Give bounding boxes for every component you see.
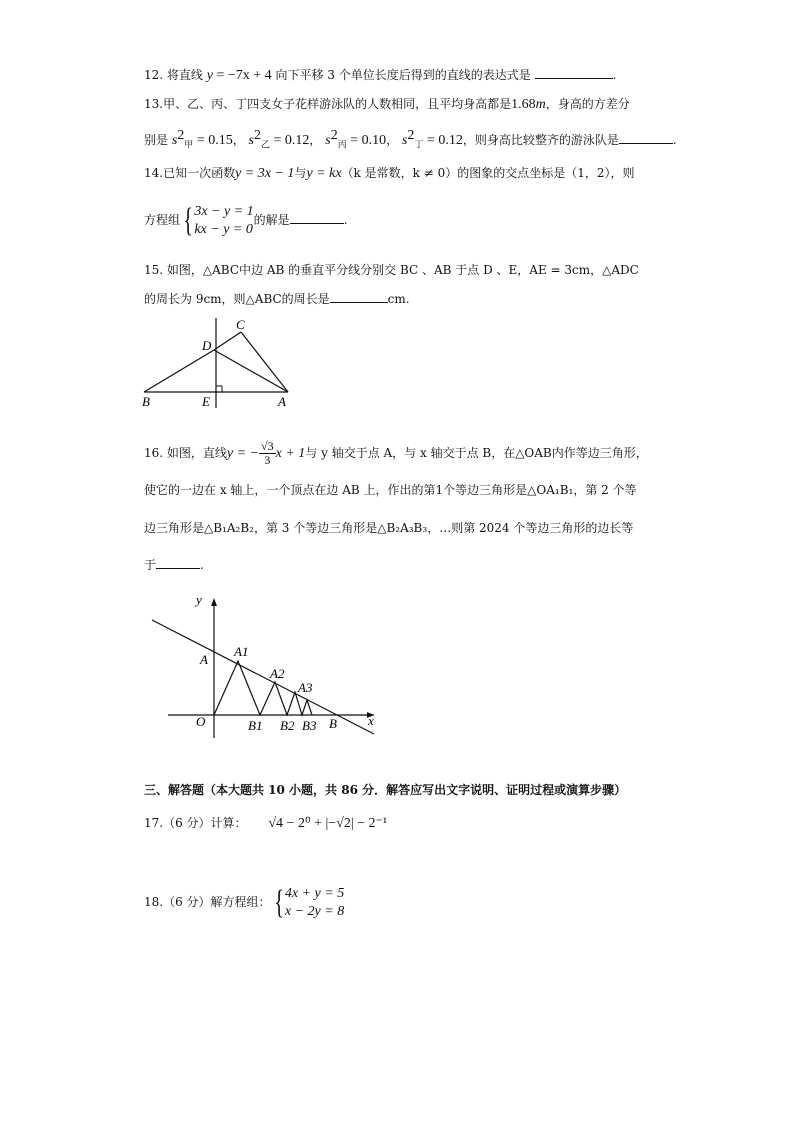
question-13-line2: 别是 $s^2_甲 = 0.15$， $s^2_乙 = 0.12$， $s^2_丙 = 0.10$， $s^2_丁 = 0.12$，则身高比较整齐的游泳队是 . — [144, 128, 677, 151]
answer-blank[interactable] — [330, 290, 388, 303]
label-a: A — [200, 652, 208, 667]
question-14-line1: 14.已知一次函数y = 3x − 1与y = kx（k 是常数，k ≠ 0）的图象的交点坐标是（1，2），则 — [144, 166, 635, 181]
answer-blank[interactable] — [619, 131, 673, 144]
segment-da — [214, 350, 288, 392]
label-b2: B2 — [280, 718, 295, 733]
line-ab — [152, 620, 374, 734]
equilateral-triangles-figure — [148, 588, 388, 748]
label-o: O — [196, 714, 206, 729]
label-a2: A2 — [270, 666, 285, 681]
question-18: 18.（6 分）解方程组： { 4x + y = 5 x − 2y = 8 — [144, 883, 345, 921]
question-13-line1: 13.甲、乙、丙、丁四支女子花样游泳队的人数相同，且平均身高都是1.68m，身高的方差分 — [144, 97, 630, 112]
question-16-line2: 使它的一边在 x 轴上，一个顶点在边 AB 上，作出的第1个等边三角形是△OA₁B₁，第 2 个等 — [144, 483, 637, 497]
segment-ca — [241, 332, 288, 392]
question-12: 12. 将直线 y = −7x + 4 向下平移 3 个单位长度后得到的直线的表达式是 . — [144, 68, 617, 83]
label-a3: A3 — [298, 680, 313, 695]
answer-blank[interactable] — [156, 556, 200, 569]
right-angle-mark — [216, 386, 222, 392]
segment-bd — [144, 350, 214, 392]
equation-system: { 4x + y = 5 x − 2y = 8 — [273, 883, 345, 921]
label-e: E — [202, 394, 210, 409]
question-17: 17.（6 分）计算： √4 − 2⁰ + |−√2| − 2⁻¹ — [144, 816, 388, 831]
question-15-line1: 15. 如图，△ABC中边 AB 的垂直平分线分别交 BC 、AB 于点 D 、E，AE = 3cm，△ADC — [144, 263, 639, 277]
label-b: B — [329, 716, 337, 731]
label-a: A — [278, 394, 286, 409]
fraction: $\frac{√3}{3}$ — [261, 439, 274, 467]
question-16-line4: 于 . — [144, 558, 204, 572]
equation-system: { 3x − y = 1 kx − y = 0 — [183, 201, 254, 239]
y-axis-arrow — [211, 598, 217, 606]
label-a1: A1 — [234, 644, 249, 659]
question-16-line1: 16. 如图，直线y = − $\frac{√3}{3}$ x + 1与 y 轴交于点 A，与 x 轴交于点 B，在△OAB内作等边三角形， — [144, 439, 648, 467]
question-14-line2: 方程组 { 3x − y = 1 kx − y = 0 的解是 . — [144, 201, 348, 239]
question-15-line2: 的周长为 9cm，则△ABC的周长是 cm. — [144, 292, 410, 306]
segment-dc — [214, 332, 241, 350]
label-b: B — [142, 394, 150, 409]
question-16-line3: 边三角形是△B₁A₂B₂，第 3 个等边三角形是△B₂A₃B₃，…则第 2024 个等边三角形的边长等 — [144, 521, 634, 535]
label-x: x — [368, 713, 374, 728]
section-heading: 三、解答题（本大题共 10 小题，共 86 分．解答应写出文字说明、证明过程或演算步骤） — [144, 783, 627, 797]
answer-blank[interactable] — [535, 66, 613, 79]
triangle-figure — [136, 312, 306, 412]
label-y: y — [196, 592, 202, 607]
label-d: D — [202, 338, 212, 353]
answer-blank[interactable] — [290, 211, 344, 224]
label-c: C — [236, 317, 245, 332]
label-b3: B3 — [302, 718, 317, 733]
label-b1: B1 — [248, 718, 263, 733]
